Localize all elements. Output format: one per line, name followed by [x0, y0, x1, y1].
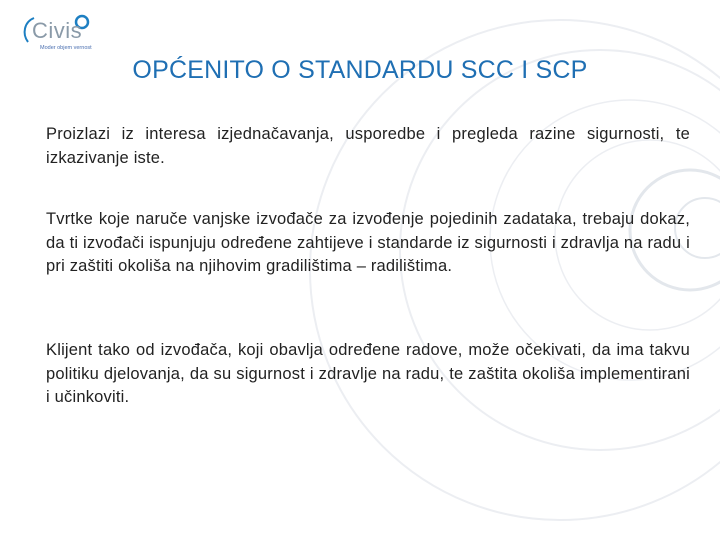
paragraph-2: Tvrtke koje naruče vanjske izvođače za izvođenje pojedinih zadataka, trebaju dokaz, da ti izvođači ispunjuju određene zahtijeve i standarde iz sigurnosti i zdravlja na radu i pri zaštiti okoliša na njihovim gradilištima – radilištima.	[46, 210, 690, 275]
paragraph-3: Klijent tako od izvođača, koji obavlja određene radove, može očekivati, da ima takvu politiku djelovanja, da su sigurnost i zdravlje na radu, te zaštita okoliša implementirani i učinkoviti.	[46, 341, 690, 406]
slide-title: OPĆENITO O STANDARDU SCC I SCP	[132, 56, 588, 84]
logo-tagline: Moder objem vernost	[40, 45, 92, 51]
civis-logo	[18, 12, 118, 56]
paragraph-1: Proizlazi iz interesa izjednačavanja, usporedbe i pregleda razine sigurnosti, te izkazivanje iste.	[46, 125, 690, 167]
logo-wordmark: Civis	[32, 18, 83, 43]
